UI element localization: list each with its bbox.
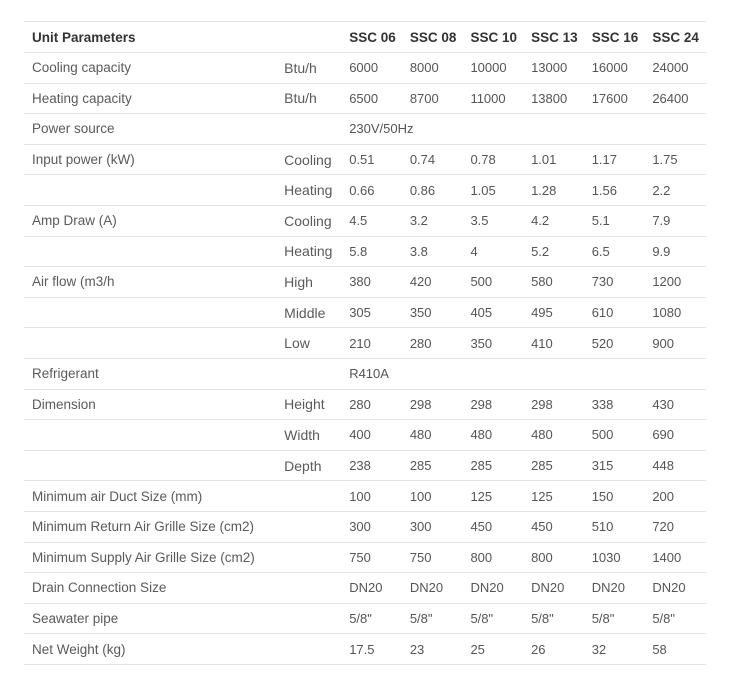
parameter-value: 6.5 xyxy=(585,236,646,267)
header-model: SSC 13 xyxy=(524,22,585,53)
parameter-value: 4 xyxy=(463,236,524,267)
parameter-value: DN20 xyxy=(463,573,524,604)
parameter-value: 5/8" xyxy=(645,603,706,634)
parameter-value: DN20 xyxy=(403,573,464,604)
parameter-value: 26 xyxy=(524,634,585,665)
parameter-value: 6500 xyxy=(342,83,403,114)
table-row xyxy=(24,267,706,298)
parameter-value: 25 xyxy=(463,634,524,665)
parameter-value: 380 xyxy=(342,267,403,298)
parameter-value: 16000 xyxy=(585,53,646,84)
parameter-value: 13800 xyxy=(524,83,585,114)
table-row xyxy=(24,420,706,451)
parameter-value: 720 xyxy=(645,511,706,542)
parameter-unit: Heating xyxy=(278,175,342,206)
parameter-value: 400 xyxy=(342,420,403,451)
parameter-value: 210 xyxy=(342,328,403,359)
parameter-value: 1.56 xyxy=(585,175,646,206)
parameter-value: 510 xyxy=(585,511,646,542)
table-row xyxy=(24,603,706,634)
parameter-name: Amp Draw (A) xyxy=(24,205,278,236)
parameter-value: 480 xyxy=(403,420,464,451)
parameter-value: 0.78 xyxy=(463,144,524,175)
parameter-value: 750 xyxy=(342,542,403,573)
parameter-value: 5.2 xyxy=(524,236,585,267)
parameter-value: 3.8 xyxy=(403,236,464,267)
parameter-name: Input power (kW) xyxy=(24,144,278,175)
parameter-value: 338 xyxy=(585,389,646,420)
parameter-unit xyxy=(278,481,342,512)
parameter-name: Minimum Supply Air Grille Size (cm2) xyxy=(24,542,278,573)
parameter-value: 238 xyxy=(342,450,403,481)
parameter-value: 580 xyxy=(524,267,585,298)
parameter-value: 13000 xyxy=(524,53,585,84)
parameter-name xyxy=(24,328,278,359)
parameter-value: 17600 xyxy=(585,83,646,114)
parameter-value: 298 xyxy=(524,389,585,420)
parameter-value: 5.8 xyxy=(342,236,403,267)
parameter-value: 280 xyxy=(342,389,403,420)
parameter-value: 285 xyxy=(403,450,464,481)
parameter-value: 480 xyxy=(524,420,585,451)
parameter-value: 8700 xyxy=(403,83,464,114)
parameter-name xyxy=(24,450,278,481)
table-row xyxy=(24,358,706,389)
parameter-value: 405 xyxy=(463,297,524,328)
parameter-value: 10000 xyxy=(463,53,524,84)
parameter-unit xyxy=(278,114,342,145)
table-row xyxy=(24,205,706,236)
parameter-value: 4.2 xyxy=(524,205,585,236)
parameter-unit: Height xyxy=(278,389,342,420)
table-row xyxy=(24,144,706,175)
parameter-unit: Btu/h xyxy=(278,83,342,114)
parameter-value: 8000 xyxy=(403,53,464,84)
parameter-value: 58 xyxy=(645,634,706,665)
parameter-unit: Middle xyxy=(278,297,342,328)
parameter-value: 23 xyxy=(403,634,464,665)
parameter-value: 495 xyxy=(524,297,585,328)
parameter-value: 125 xyxy=(524,481,585,512)
parameter-value: 17.5 xyxy=(342,634,403,665)
parameter-value: 300 xyxy=(342,511,403,542)
parameter-name: Refrigerant xyxy=(24,358,278,389)
parameter-unit xyxy=(278,358,342,389)
table-row xyxy=(24,53,706,84)
parameter-value: DN20 xyxy=(585,573,646,604)
table-row xyxy=(24,236,706,267)
parameter-value: 11000 xyxy=(463,83,524,114)
parameter-value: 1030 xyxy=(585,542,646,573)
parameter-value: 2.2 xyxy=(645,175,706,206)
header-unit-parameters: Unit Parameters xyxy=(24,22,278,53)
table-row xyxy=(24,511,706,542)
parameter-value: 410 xyxy=(524,328,585,359)
table-row xyxy=(24,481,706,512)
parameter-unit: Width xyxy=(278,420,342,451)
parameter-value: 5/8" xyxy=(524,603,585,634)
parameter-unit: Cooling xyxy=(278,205,342,236)
parameter-value: 5/8" xyxy=(403,603,464,634)
table-row xyxy=(24,450,706,481)
table-row xyxy=(24,542,706,573)
parameter-value: 26400 xyxy=(645,83,706,114)
parameter-name: Minimum Return Air Grille Size (cm2) xyxy=(24,511,278,542)
parameter-value: 0.74 xyxy=(403,144,464,175)
parameter-value: 200 xyxy=(645,481,706,512)
parameter-value: 5/8" xyxy=(342,603,403,634)
parameter-value: 5/8" xyxy=(585,603,646,634)
spec-table xyxy=(24,21,706,665)
table-row xyxy=(24,114,706,145)
parameter-unit: Btu/h xyxy=(278,53,342,84)
header-model: SSC 24 xyxy=(645,22,706,53)
parameter-value: DN20 xyxy=(524,573,585,604)
parameter-value: 7.9 xyxy=(645,205,706,236)
table-header-row xyxy=(24,22,706,53)
header-model: SSC 08 xyxy=(403,22,464,53)
parameter-name: Net Weight (kg) xyxy=(24,634,278,665)
parameter-unit: High xyxy=(278,267,342,298)
parameter-name: Air flow (m3/h xyxy=(24,267,278,298)
parameter-value: 420 xyxy=(403,267,464,298)
parameter-value: 430 xyxy=(645,389,706,420)
parameter-value: 690 xyxy=(645,420,706,451)
parameter-value: DN20 xyxy=(342,573,403,604)
parameter-value: 450 xyxy=(463,511,524,542)
parameter-value: 350 xyxy=(463,328,524,359)
parameter-name xyxy=(24,297,278,328)
parameter-name xyxy=(24,420,278,451)
parameter-value: 298 xyxy=(463,389,524,420)
parameter-value: 1.05 xyxy=(463,175,524,206)
parameter-value: 5/8" xyxy=(463,603,524,634)
parameter-unit: Depth xyxy=(278,450,342,481)
parameter-value: 0.86 xyxy=(403,175,464,206)
parameter-value: 24000 xyxy=(645,53,706,84)
parameter-unit: Heating xyxy=(278,236,342,267)
parameter-name: Drain Connection Size xyxy=(24,573,278,604)
parameter-value: 125 xyxy=(463,481,524,512)
parameter-value: 1200 xyxy=(645,267,706,298)
table-row xyxy=(24,297,706,328)
parameter-value-span: R410A xyxy=(342,358,706,389)
parameter-value: 480 xyxy=(463,420,524,451)
parameter-value-span: 230V/50Hz xyxy=(342,114,706,145)
parameter-value: 1.75 xyxy=(645,144,706,175)
parameter-value: 300 xyxy=(403,511,464,542)
parameter-value: 1.01 xyxy=(524,144,585,175)
parameter-value: 1.17 xyxy=(585,144,646,175)
parameter-value: 500 xyxy=(463,267,524,298)
parameter-value: 450 xyxy=(524,511,585,542)
parameter-value: 100 xyxy=(342,481,403,512)
parameter-unit xyxy=(278,603,342,634)
parameter-value: 900 xyxy=(645,328,706,359)
parameter-unit: Low xyxy=(278,328,342,359)
parameter-value: 305 xyxy=(342,297,403,328)
parameter-unit xyxy=(278,573,342,604)
parameter-name: Minimum air Duct Size (mm) xyxy=(24,481,278,512)
header-model: SSC 06 xyxy=(342,22,403,53)
table-row xyxy=(24,573,706,604)
parameter-name: Dimension xyxy=(24,389,278,420)
parameter-value: 520 xyxy=(585,328,646,359)
parameter-value: 285 xyxy=(524,450,585,481)
spec-table-container xyxy=(24,21,706,665)
parameter-value: 730 xyxy=(585,267,646,298)
parameter-name: Cooling capacity xyxy=(24,53,278,84)
parameter-name xyxy=(24,175,278,206)
parameter-value: 500 xyxy=(585,420,646,451)
parameter-value: 150 xyxy=(585,481,646,512)
table-row xyxy=(24,175,706,206)
parameter-value: 4.5 xyxy=(342,205,403,236)
parameter-value: 0.51 xyxy=(342,144,403,175)
parameter-value: 750 xyxy=(403,542,464,573)
header-unit-blank xyxy=(278,22,342,53)
parameter-name: Heating capacity xyxy=(24,83,278,114)
table-row xyxy=(24,389,706,420)
parameter-unit xyxy=(278,511,342,542)
parameter-value: 610 xyxy=(585,297,646,328)
parameter-value: 3.2 xyxy=(403,205,464,236)
parameter-value: 315 xyxy=(585,450,646,481)
parameter-value: 350 xyxy=(403,297,464,328)
parameter-value: 448 xyxy=(645,450,706,481)
parameter-name: Seawater pipe xyxy=(24,603,278,634)
parameter-value: 298 xyxy=(403,389,464,420)
parameter-value: 800 xyxy=(524,542,585,573)
parameter-value: 3.5 xyxy=(463,205,524,236)
header-model: SSC 16 xyxy=(585,22,646,53)
parameter-value: 9.9 xyxy=(645,236,706,267)
parameter-value: 280 xyxy=(403,328,464,359)
parameter-value: 1400 xyxy=(645,542,706,573)
table-row xyxy=(24,328,706,359)
parameter-value: DN20 xyxy=(645,573,706,604)
parameter-value: 800 xyxy=(463,542,524,573)
header-model: SSC 10 xyxy=(463,22,524,53)
parameter-unit xyxy=(278,634,342,665)
parameter-value: 1.28 xyxy=(524,175,585,206)
parameter-name xyxy=(24,236,278,267)
parameter-value: 32 xyxy=(585,634,646,665)
parameter-unit: Cooling xyxy=(278,144,342,175)
table-row xyxy=(24,83,706,114)
parameter-name: Power source xyxy=(24,114,278,145)
parameter-value: 0.66 xyxy=(342,175,403,206)
table-row xyxy=(24,634,706,665)
parameter-value: 285 xyxy=(463,450,524,481)
parameter-value: 1080 xyxy=(645,297,706,328)
parameter-value: 6000 xyxy=(342,53,403,84)
parameter-value: 5.1 xyxy=(585,205,646,236)
parameter-unit xyxy=(278,542,342,573)
parameter-value: 100 xyxy=(403,481,464,512)
